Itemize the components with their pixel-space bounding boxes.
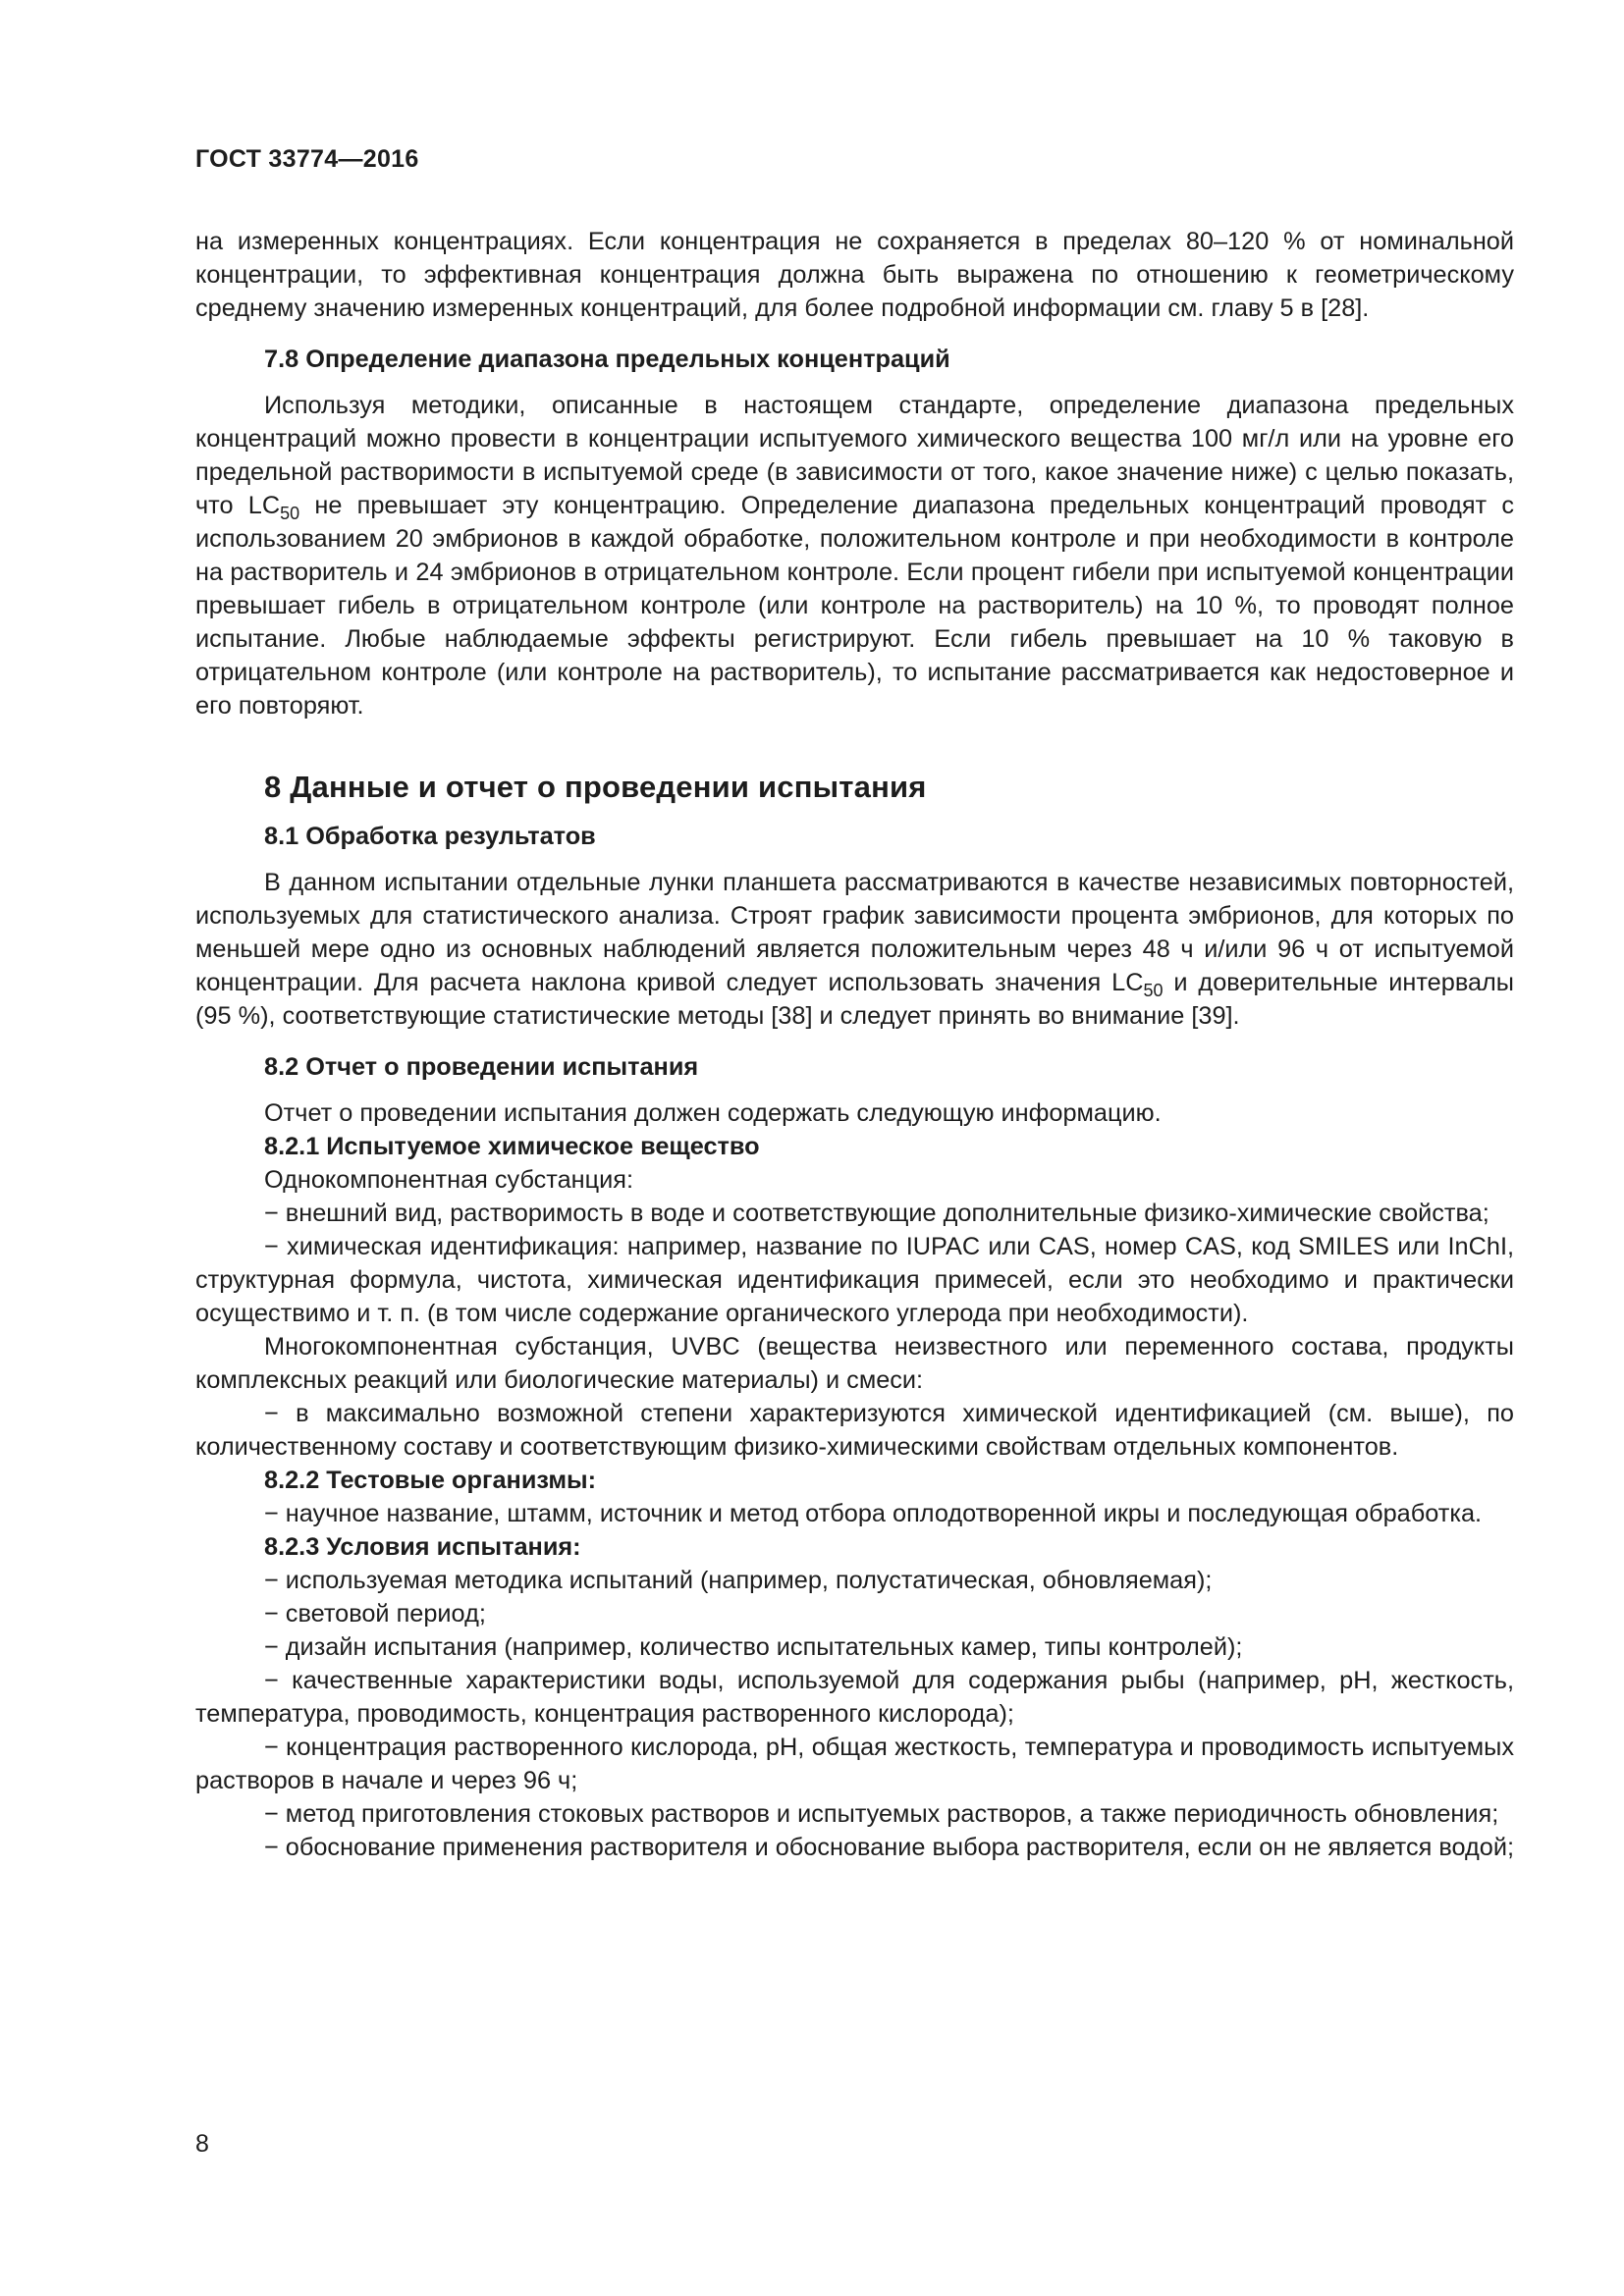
document-code-header: ГОСТ 33774—2016: [195, 145, 419, 173]
list-item-chemical-id: − химическая идентификация: например, название по IUPAC или CAS, номер CAS, код SMILES или InChI, структурная формула, чистота, химическая идентификация примесей, если это необходимо и практически осуществимо и т. п. (в том числе содержание органического углерода при необходимости).: [195, 1233, 1514, 1327]
subscript-50: 50: [280, 504, 300, 523]
list-item-water-quality: − качественные характеристики воды, используемой для содержания рыбы (например, pH, жесткость, температура, проводимость, концентрация растворенного кислорода);: [195, 1667, 1514, 1728]
page-number: 8: [195, 2130, 209, 2158]
list-item-stock-solutions: − метод приготовления стоковых растворов и испытуемых растворов, а также периодичность обновления;: [264, 1800, 1499, 1828]
list-item-organism-name: − научное название, штамм, источник и метод отбора оплодотворенной икры и последующая обработка.: [264, 1500, 1483, 1527]
heading-8-1: 8.1 Обработка результатов: [264, 823, 596, 850]
text-segment: не превышает эту концентрацию. Определение диапазона предельных концентраций проводят с использованием 20 эмбрионов в каждой обработке, положительном контроле и при необходимости в контроле на растворитель и 24 эмбрионов в отрицательном контроле. Если процент гибели при испытуемой концентрации превышает гибель в отрицательном контроле (или контроле на растворитель) на 10 %, то проводят полное испытание. Любые наблюдаемые эффекты регистрируют. Если гибель превышает на 10 % таковую в отрицательном контроле (или контроле на растворитель), то испытание рассматривается как недостоверное и его повторяют.: [195, 492, 1514, 720]
heading-8-2-1: 8.2.1 Испытуемое химическое вещество: [264, 1133, 760, 1160]
heading-7-8: 7.8 Определение диапазона предельных концентраций: [264, 346, 950, 373]
paragraph-results-processing: [195, 866, 1514, 1033]
heading-section-8: 8 Данные и отчет о проведении испытания: [264, 770, 927, 804]
heading-8-2-3: 8.2.3 Условия испытания:: [264, 1533, 581, 1561]
paragraph-report-intro: Отчет о проведении испытания должен содержать следующую информацию.: [264, 1099, 1162, 1127]
paragraph-continued: на измеренных концентрациях. Если концентрация не сохраняется в пределах 80–120 % от номинальной концентрации, то эффективная концентрация должна быть выражена по отношению к геометрическому среднему значению измеренных концентраций, для более подробной информации см. главу 5 в [28].: [195, 228, 1514, 322]
page-body: [195, 225, 1514, 1864]
list-item-characterization: − в максимально возможной степени характеризуются химической идентификацией (см. выше), по количественному составу и соответствующим физико-химическими свойствам отдельных компонентов.: [195, 1400, 1514, 1461]
text-segment: и доверительные интервалы (95 %), соответствующие статистические методы [38] и следует принять во внимание [39].: [195, 969, 1514, 1030]
subscript-50: 50: [1143, 981, 1164, 1000]
paragraph-multi-component: Многокомпонентная субстанция, UVBC (вещества неизвестного или переменного состава, продукты комплексных реакций или биологические материалы) и смеси:: [195, 1333, 1514, 1394]
list-item-design: − дизайн испытания (например, количество испытательных камер, типы контролей);: [264, 1633, 1243, 1661]
text-segment: Используя методики, описанные в настоящем стандарте, определение диапазона предельных концентраций можно провести в концентрации испытуемого химического вещества 100 мг/л или на уровне его предельной растворимости в испытуемой среде (в зависимости от того, какое значение ниже) с целью показать, что LC: [195, 392, 1514, 519]
paragraph-limit-test: [195, 389, 1514, 722]
heading-8-2: 8.2 Отчет о проведении испытания: [264, 1053, 699, 1081]
list-item-method: − используемая методика испытаний (например, полустатическая, обновляемая);: [264, 1567, 1213, 1594]
list-item-appearance: − внешний вид, растворимость в воде и соответствующие дополнительные физико-химические свойства;: [264, 1200, 1489, 1227]
list-item-photoperiod: − световой период;: [264, 1600, 486, 1628]
text-segment: В данном испытании отдельные лунки планшета рассматриваются в качестве независимых повторностей, используемых для статистического анализа. Строят график зависимости процента эмбрионов, для которых по меньшей мере одно из основных наблюдений является положительным через 48 ч и/или 96 ч от испытуемой концентрации. Для расчета наклона кривой следует использовать значения LC: [195, 869, 1514, 996]
list-item-solvent: − обоснование применения растворителя и обоснование выбора растворителя, если он не является водой;: [264, 1834, 1515, 1861]
heading-8-2-2: 8.2.2 Тестовые организмы:: [264, 1467, 597, 1494]
paragraph-single-component: Однокомпонентная субстанция:: [264, 1166, 633, 1194]
list-item-oxygen-ph: − концентрация растворенного кислорода, pH, общая жесткость, температура и проводимость испытуемых растворов в начале и через 96 ч;: [195, 1734, 1514, 1794]
